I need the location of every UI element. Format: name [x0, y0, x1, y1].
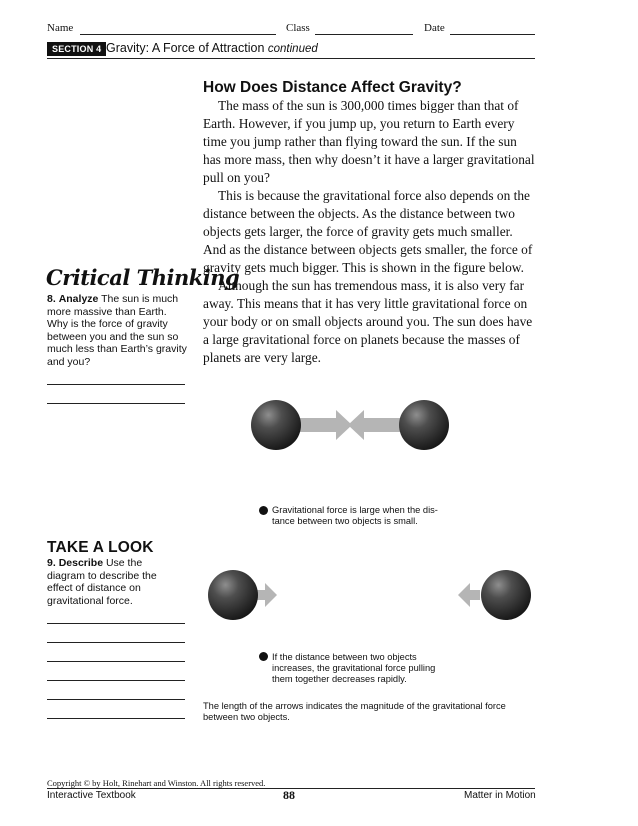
caption-far-line-3: them together decreases rapidly. — [272, 674, 407, 684]
section-title — [106, 41, 318, 55]
answer-line-8-1[interactable] — [47, 384, 185, 385]
caption-far-line-1: If the distance between two objects — [272, 652, 417, 662]
caption-bullet-1 — [259, 506, 268, 515]
article-body — [203, 97, 535, 367]
answer-line-9-2[interactable] — [47, 642, 185, 643]
sphere-left — [251, 400, 301, 450]
answer-line-9-5[interactable] — [47, 699, 185, 700]
question-8-number: 8. — [47, 293, 56, 305]
take-a-look-question — [47, 557, 172, 607]
critical-thinking-question — [47, 293, 187, 368]
answer-line-9-4[interactable] — [47, 680, 185, 681]
answer-line-9-3[interactable] — [47, 661, 185, 662]
date-label: Date — [424, 22, 445, 34]
critical-thinking-heading: Critical Thinking — [46, 265, 240, 290]
caption-bullet-2 — [259, 652, 268, 661]
caption-far-line-2: increases, the gravitational force pulling — [272, 663, 436, 673]
question-8-label: Analyze — [58, 293, 99, 305]
sphere-left — [208, 570, 258, 620]
answer-line-8-2[interactable] — [47, 403, 185, 404]
figure-note — [203, 701, 506, 723]
date-field-line[interactable] — [450, 34, 535, 35]
section-title-text: Gravity: A Force of Attraction — [106, 41, 265, 55]
arrow-left-small — [458, 583, 480, 607]
caption-close-line-1: Gravitational force is large when the dis- — [272, 505, 438, 515]
figure-note-line-2: between two objects. — [203, 712, 290, 722]
question-9-label: Describe — [58, 557, 104, 569]
sphere-right — [399, 400, 449, 450]
caption-close-line-2: tance between two objects is small. — [272, 516, 418, 526]
class-field-line[interactable] — [315, 34, 413, 35]
section-badge: SECTION 4 — [47, 42, 106, 56]
class-label: Class — [286, 22, 310, 34]
figure-note-line-1: The length of the arrows indicates the magnitude of the gravitational force — [203, 701, 506, 711]
question-9-number: 9. — [47, 557, 56, 569]
question-8-text: The sun is much more massive than Earth. Why is the force of gravity between you and the sun so much less than Earth’s gravity and you? — [47, 293, 187, 368]
caption-far — [272, 652, 435, 685]
name-field-line[interactable] — [80, 34, 276, 35]
arrow-right-small — [255, 583, 277, 607]
caption-close — [272, 505, 438, 527]
section-continued: continued — [267, 43, 318, 55]
name-label: Name — [47, 22, 74, 34]
header-divider — [47, 58, 535, 59]
article-paragraph-3: Although the sun has tremendous mass, it is also very far away. This means that it has very little gravitational force on your body or on small objects around you. The sun does have a large gravitational force on planets because the masses of planets are very large. — [203, 278, 533, 365]
answer-line-9-1[interactable] — [47, 623, 185, 624]
page-number: 88 — [283, 788, 295, 802]
article-paragraph-1: The mass of the sun is 300,000 times bigger than that of Earth. However, if you jump up, you return to Earth every time you jump rather than flying toward the sun. If the sun has more mass, then why doesn’t it have a larger gravitational pull on you? — [203, 98, 535, 185]
footer-book-title: Interactive Textbook — [47, 790, 136, 801]
take-a-look-heading: TAKE A LOOK — [47, 539, 154, 556]
figure-close-objects — [240, 385, 460, 465]
figure-far-objects — [195, 555, 540, 635]
question-9-text: Use the diagram to describe the effect of distance on gravitational force. — [47, 557, 157, 607]
sphere-right — [481, 570, 531, 620]
article-paragraph-2: This is because the gravitational force also depends on the distance between the objects. As the distance between two objects gets larger, the force of gravity gets much smaller. And as the distance between objects gets smaller, the force of gravity gets much bigger. This is shown in the figure below. — [203, 188, 533, 275]
footer-chapter-title: Matter in Motion — [464, 790, 536, 801]
article-title: How Does Distance Affect Gravity? — [203, 79, 462, 96]
copyright: Copyright © by Holt, Rinehart and Winston. All rights reserved. — [47, 778, 266, 788]
answer-line-9-6[interactable] — [47, 718, 185, 719]
